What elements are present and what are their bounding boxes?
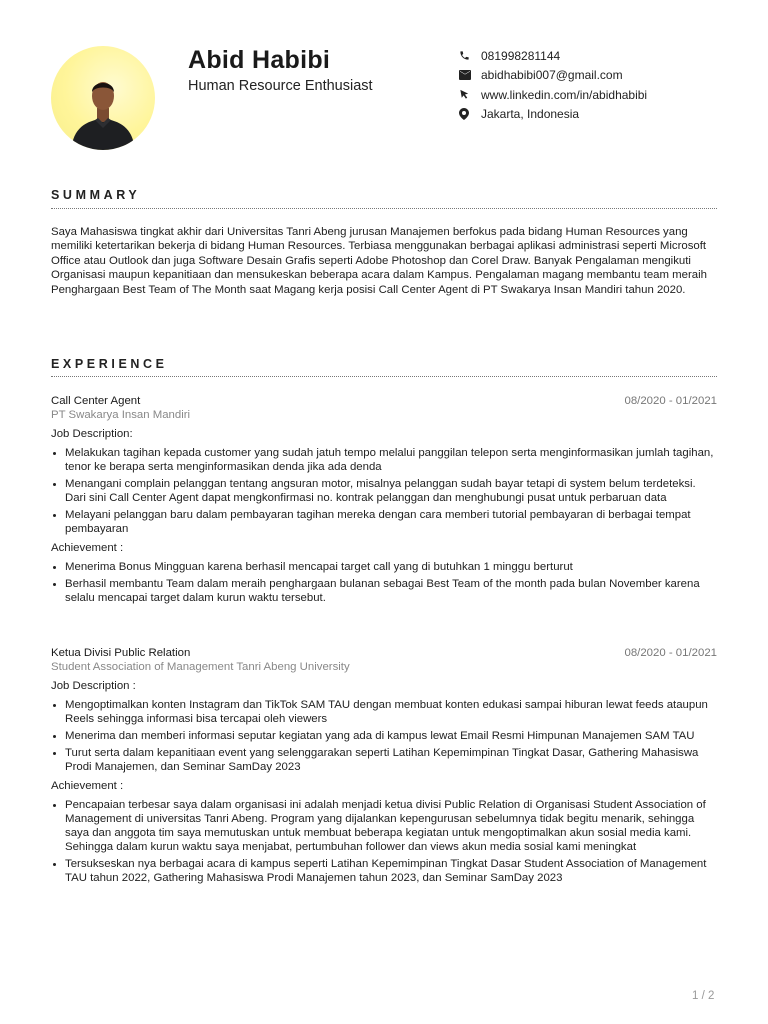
job-date: 08/2020 - 01/2021	[624, 395, 717, 407]
list-item: Menangani complain pelanggan tentang angsuran motor, misalnya pelanggan sudah bayar tetapi di system belum terdeteksi. Dari sini Call Center Agent dapat mengkonfirmasi no. kontrak pelanggan dan menghubungi pusat untuk perbaruan data	[51, 477, 717, 505]
job-entry-public-relation	[51, 646, 717, 888]
job-header	[51, 646, 717, 660]
contact-phone	[459, 46, 647, 66]
achievement-label: Achievement :	[51, 780, 124, 792]
candidate-name: Abid Habibi	[188, 46, 331, 74]
job-duties-list	[51, 698, 717, 774]
job-description-label: Job Description:	[51, 428, 133, 440]
profile-photo	[51, 46, 155, 150]
job-entry-call-center	[51, 394, 717, 608]
list-item: Berhasil membantu Team dalam meraih penghargaan bulanan sebagai Best Team of the month pada bulan November karena selalu mencapai target dalam kurun waktu tersebut.	[51, 577, 717, 605]
contact-phone-text[interactable]: 081998281144	[481, 48, 561, 63]
contact-linkedin-text[interactable]: www.linkedin.com/in/abidhabibi	[481, 87, 648, 102]
experience-divider	[51, 376, 717, 377]
list-item: Turut serta dalam kepanitiaan event yang selenggarakan seperti Latihan Kepemimpinan Tingkat Dasar, Gathering Mahasiswa Prodi Manajemen, dan Seminar SamDay 2023	[51, 746, 717, 774]
list-item: Tersukseskan nya berbagai acara di kampus seperti Latihan Kepemimpinan Tingkat Dasar Student Association of Management TAU tahun 2022, Gathering Mahasiswa Prodi Manajemen tahun 2023, dan Seminar SamDay 2023	[51, 857, 717, 885]
mail-icon	[459, 70, 481, 80]
job-header	[51, 394, 717, 408]
list-item: Melayani pelanggan baru dalam pembayaran tagihan mereka dengan cara memberi tutorial pembayaran di berbagai tempat pembayaran	[51, 508, 717, 536]
job-description-label: Job Description :	[51, 680, 136, 692]
contact-location-text: Jakarta, Indonesia	[481, 107, 580, 122]
job-title: Ketua Divisi Public Relation	[51, 647, 191, 659]
experience-heading: EXPERIENCE	[51, 357, 168, 371]
job-organization: Student Association of Management Tanri Abeng University	[51, 661, 350, 673]
cursor-icon	[459, 89, 481, 100]
list-item: Melakukan tagihan kepada customer yang sudah jatuh tempo melalui panggilan telepon serta menginformasikan jumlah tagihan, tenor ke berapa serta menginformasikan denda jika ada denda	[51, 446, 717, 474]
resume-header	[0, 0, 768, 170]
candidate-tagline: Human Resource Enthusiast	[188, 78, 373, 94]
achievement-label: Achievement :	[51, 542, 124, 554]
job-date: 08/2020 - 01/2021	[624, 647, 717, 659]
achievement-list	[51, 798, 717, 885]
contact-linkedin	[459, 85, 647, 105]
list-item: Pencapaian terbesar saya dalam organisasi ini adalah menjadi ketua divisi Public Relation di Organisasi Student Association of Management di universitas Tanri Abeng. Program yang dijalankan kepengurusan sebelumnya tidak begitu menarik, sehingga saya dan anggota tim saya memutuskan untuk membuat beberapa kegiatan untuk mengoptimalkan akun sosial media kami. Sehingga dalam kurun waktu saya menjabat, pertumbuhan follower dan views akun media sosial kami meningkat	[51, 798, 717, 854]
contact-list	[459, 46, 647, 124]
phone-icon	[459, 50, 481, 61]
page-number: 1 / 2	[692, 990, 715, 1002]
contact-email	[459, 66, 647, 86]
list-item: Menerima dan memberi informasi seputar kegiatan yang ada di kampus lewat Email Resmi Himpunan Manajemen SAM TAU	[51, 729, 717, 743]
summary-text: Saya Mahasiswa tingkat akhir dari Universitas Tanri Abeng jurusan Manajemen berfokus pada bidang Human Resources yang memiliki ketertarikan bekerja di bidang Human Resources. Terbiasa menggunakan berbagai aplikasi administrasi seperti Microsoft Office atau Outlook dan juga Software Desain Grafis seperti Adobe Photoshop dan Corel Draw. Banyak Pengalaman mengikuti Organisasi maupun kepanitiaan dan mensukeskan beberapa acara dalam Kampus. Pengalaman magang membantu team meraih Penghargaan Best Team of The Month saat Magang kerja posisi Call Center Agent di PT Swakarya Insan Mandiri tahun 2020.	[51, 226, 707, 296]
person-silhouette	[51, 46, 155, 150]
job-organization: PT Swakarya Insan Mandiri	[51, 409, 191, 421]
list-item: Mengoptimalkan konten Instagram dan TikTok SAM TAU dengan membuat konten edukasi sampai hiburan lewat feeds ataupun Reels sehingga informasi bisa tercapai oleh viewers	[51, 698, 717, 726]
job-duties-list	[51, 446, 717, 536]
job-title: Call Center Agent	[51, 395, 141, 407]
location-pin-icon	[459, 108, 481, 120]
list-item: Menerima Bonus Mingguan karena berhasil mencapai target call yang di butuhkan 1 minggu berturut	[51, 560, 717, 574]
summary-divider	[51, 208, 717, 209]
summary-heading: SUMMARY	[51, 188, 141, 202]
achievement-list	[51, 560, 717, 605]
contact-email-text[interactable]: abidhabibi007@gmail.com	[481, 68, 623, 83]
contact-location	[459, 105, 647, 125]
